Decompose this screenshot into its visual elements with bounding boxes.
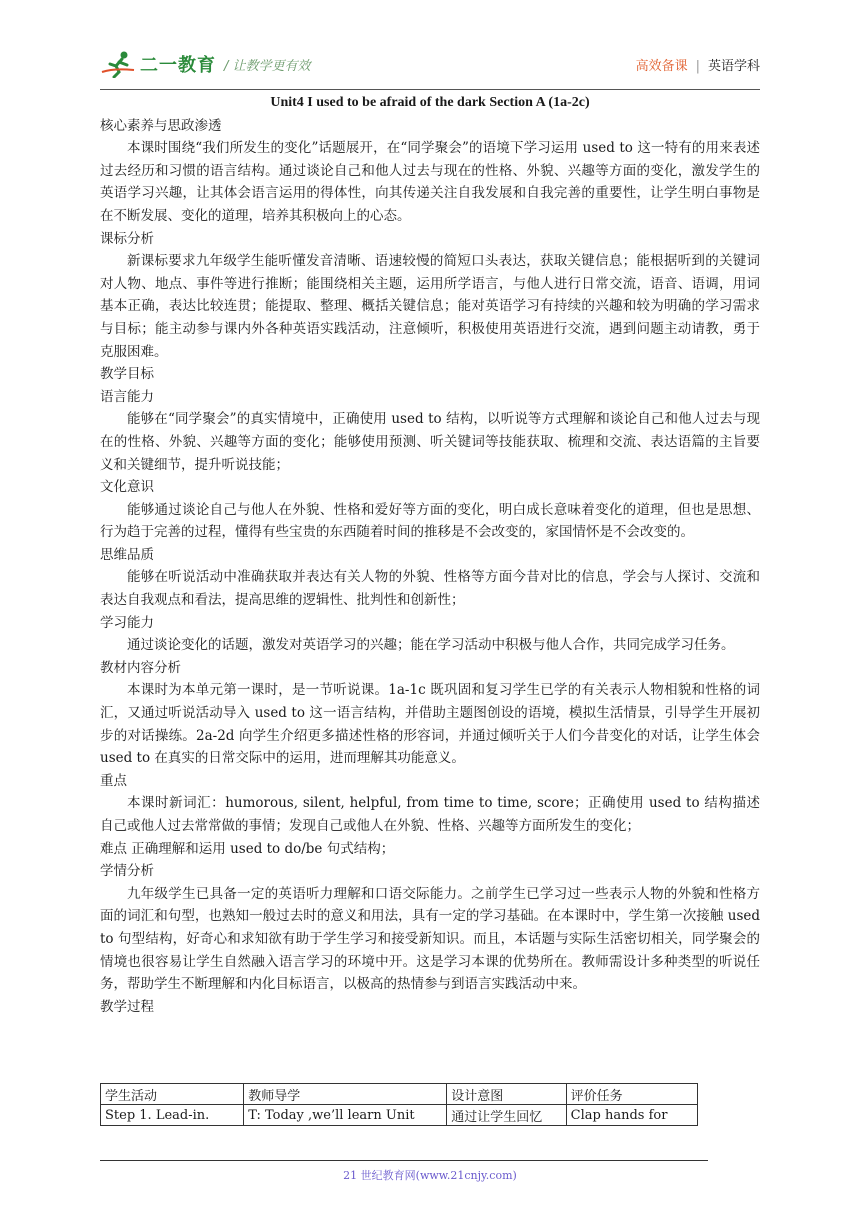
subsection-heading: 学习能力	[100, 614, 154, 631]
section-heading: 教材内容分析	[100, 659, 181, 676]
table-header-cell: 学生活动	[101, 1084, 244, 1105]
section-paragraph: 能够通过谈论自己与他人在外貌、性格和爱好等方面的变化，明白成长意味着变化的道理，但也是思想、行为趋于完善的过程，懂得有些宝贵的东西随着时间的推移是不会改变的，家国情怀是不会改变的。	[100, 501, 760, 541]
section-paragraph: 能够在听说活动中准确获取并表达有关人物的外貌、性格等方面今昔对比的信息，学会与人探讨、交流和表达自我观点和看法，提高思维的逻辑性、批判性和创新性；	[100, 569, 760, 609]
document-title: Unit4 I used to be afraid of the dark Section A (1a-2c)	[270, 95, 590, 110]
table-header-row	[101, 1084, 698, 1105]
section-paragraph: 九年级学生已具备一定的英语听力理解和口语交际能力。之前学生已学习过一些表示人物的外貌和性格方面的词汇和句型，也熟知一般过去时的意义和用法，具有一定的学习基础。在本课时中，学生第一次接触 used to 句型结构，好奇心和求知欲有助于学生学习和接受新知识。而且，本话题与实际生活密切相关，同学聚会的情境也很容易让学生自然融入语言学习的环境中开。这是学习本课的优势所在。教师需设计多种类型的听说任务，帮助学生不断理解和内化目标语言，以极高的热情参与到语言实践活动中来。	[100, 885, 760, 993]
difficulty-line: 难点 正确理解和运用 used to do/be 句式结构；	[100, 840, 395, 857]
logo-text: 二一教育	[140, 55, 216, 76]
section-heading: 学情分析	[100, 863, 154, 880]
section-heading: 课标分析	[100, 230, 154, 247]
subsection-heading: 语言能力	[100, 388, 154, 405]
footer-divider	[100, 1160, 708, 1161]
subsection-heading: 文化意识	[100, 479, 154, 496]
subsection-heading: 思维品质	[100, 546, 154, 563]
logo	[100, 50, 216, 78]
table-header-cell: 评价任务	[566, 1084, 697, 1105]
runner-logo-icon	[100, 50, 136, 78]
table-cell: Clap hands for	[566, 1105, 697, 1126]
section-heading: 重点	[100, 772, 127, 789]
table-row	[101, 1105, 698, 1126]
teaching-process-table	[100, 1083, 698, 1126]
header-tag: 高效备课	[635, 59, 688, 74]
footer-text: 21 世纪教育网(www.21cnjy.com)	[343, 1169, 517, 1182]
document-body	[100, 92, 760, 1018]
section-paragraph: 本课时新词汇：humorous, silent, helpful, from time to time, score；正确使用 used to 结构描述自己或他人过去常常做的事情；发现自己或他人在外貌、性格、兴趣等方面所发生的变化；	[100, 795, 760, 834]
header-subject-name: 英语学科	[707, 59, 760, 74]
section-paragraph: 本课时为本单元第一课时，是一节听说课。1a-1c 既巩固和复习学生已学的有关表示人物相貌和性格的词汇，又通过听说活动导入 used to 这一语言结构，并借助主题图创设的语境，模拟生活情景，引导学生开展初步的对话操练。2a-2d 向学生介绍更多描述性格的形容词，并通过倾听关于人们今昔变化的对话，让学生体会 used to 在真实的日常交际中的运用，进而理解其功能意义。	[100, 682, 760, 767]
table-cell: 通过让学生回忆	[447, 1105, 566, 1126]
header-divider	[100, 89, 760, 90]
table-cell: T: Today ,we’ll learn Unit	[244, 1105, 447, 1126]
page-header	[100, 44, 760, 90]
section-heading: 教学目标	[100, 366, 154, 383]
table-cell: Step 1. Lead-in.	[101, 1105, 244, 1126]
section-paragraph: 本课时围绕“我们所发生的变化”话题展开，在“同学聚会”的语境下学习运用 used to 这一特有的用来表述过去经历和习惯的语言结构。通过谈论自己和他人过去与现在的性格、外貌、兴趣等方面的变化，激发学生的英语学习兴趣，让其体会语言运用的得体性，向其传递关注自我发展和自我完善的重要性，让学生明白事物是在不断发展、变化的道理，培养其积极向上的心态。	[100, 140, 760, 224]
header-slogan: / 让教学更有效	[224, 59, 311, 74]
section-paragraph: 能够在“同学聚会”的真实情境中，正确使用 used to 结构，以听说等方式理解和谈论自己和他人过去与现在的性格、外貌、兴趣等方面的变化；能够使用预测、听关键词等技能获取、梳理和交流、表达语篇的主旨要义和关键细节，提升听说技能；	[100, 411, 760, 473]
header-separator: |	[695, 59, 700, 74]
section-paragraph: 新课标要求九年级学生能听懂发音清晰、语速较慢的简短口头表达，获取关键信息；能根据听到的关键词对人物、地点、事件等进行推断；能围绕相关主题，运用所学语言，与他人进行日常交流，语音、语调，用词基本正确，表达比较连贯；能提取、整理、概括关键信息；能对英语学习有持续的兴趣和较为明确的学习需求与目标；能主动参与课内外各种英语实践活动，注意倾听，积极使用英语进行交流，遇到问题主动请教，勇于克服困难。	[100, 253, 760, 360]
section-heading: 核心素养与思政渗透	[100, 117, 222, 134]
header-subject	[636, 55, 760, 74]
section-paragraph: 通过谈论变化的话题，激发对英语学习的兴趣；能在学习活动中积极与他人合作，共同完成学习任务。	[127, 637, 735, 654]
section-heading: 教学过程	[100, 998, 154, 1015]
table-header-cell: 教师导学	[244, 1084, 447, 1105]
table-header-cell: 设计意图	[447, 1084, 566, 1105]
